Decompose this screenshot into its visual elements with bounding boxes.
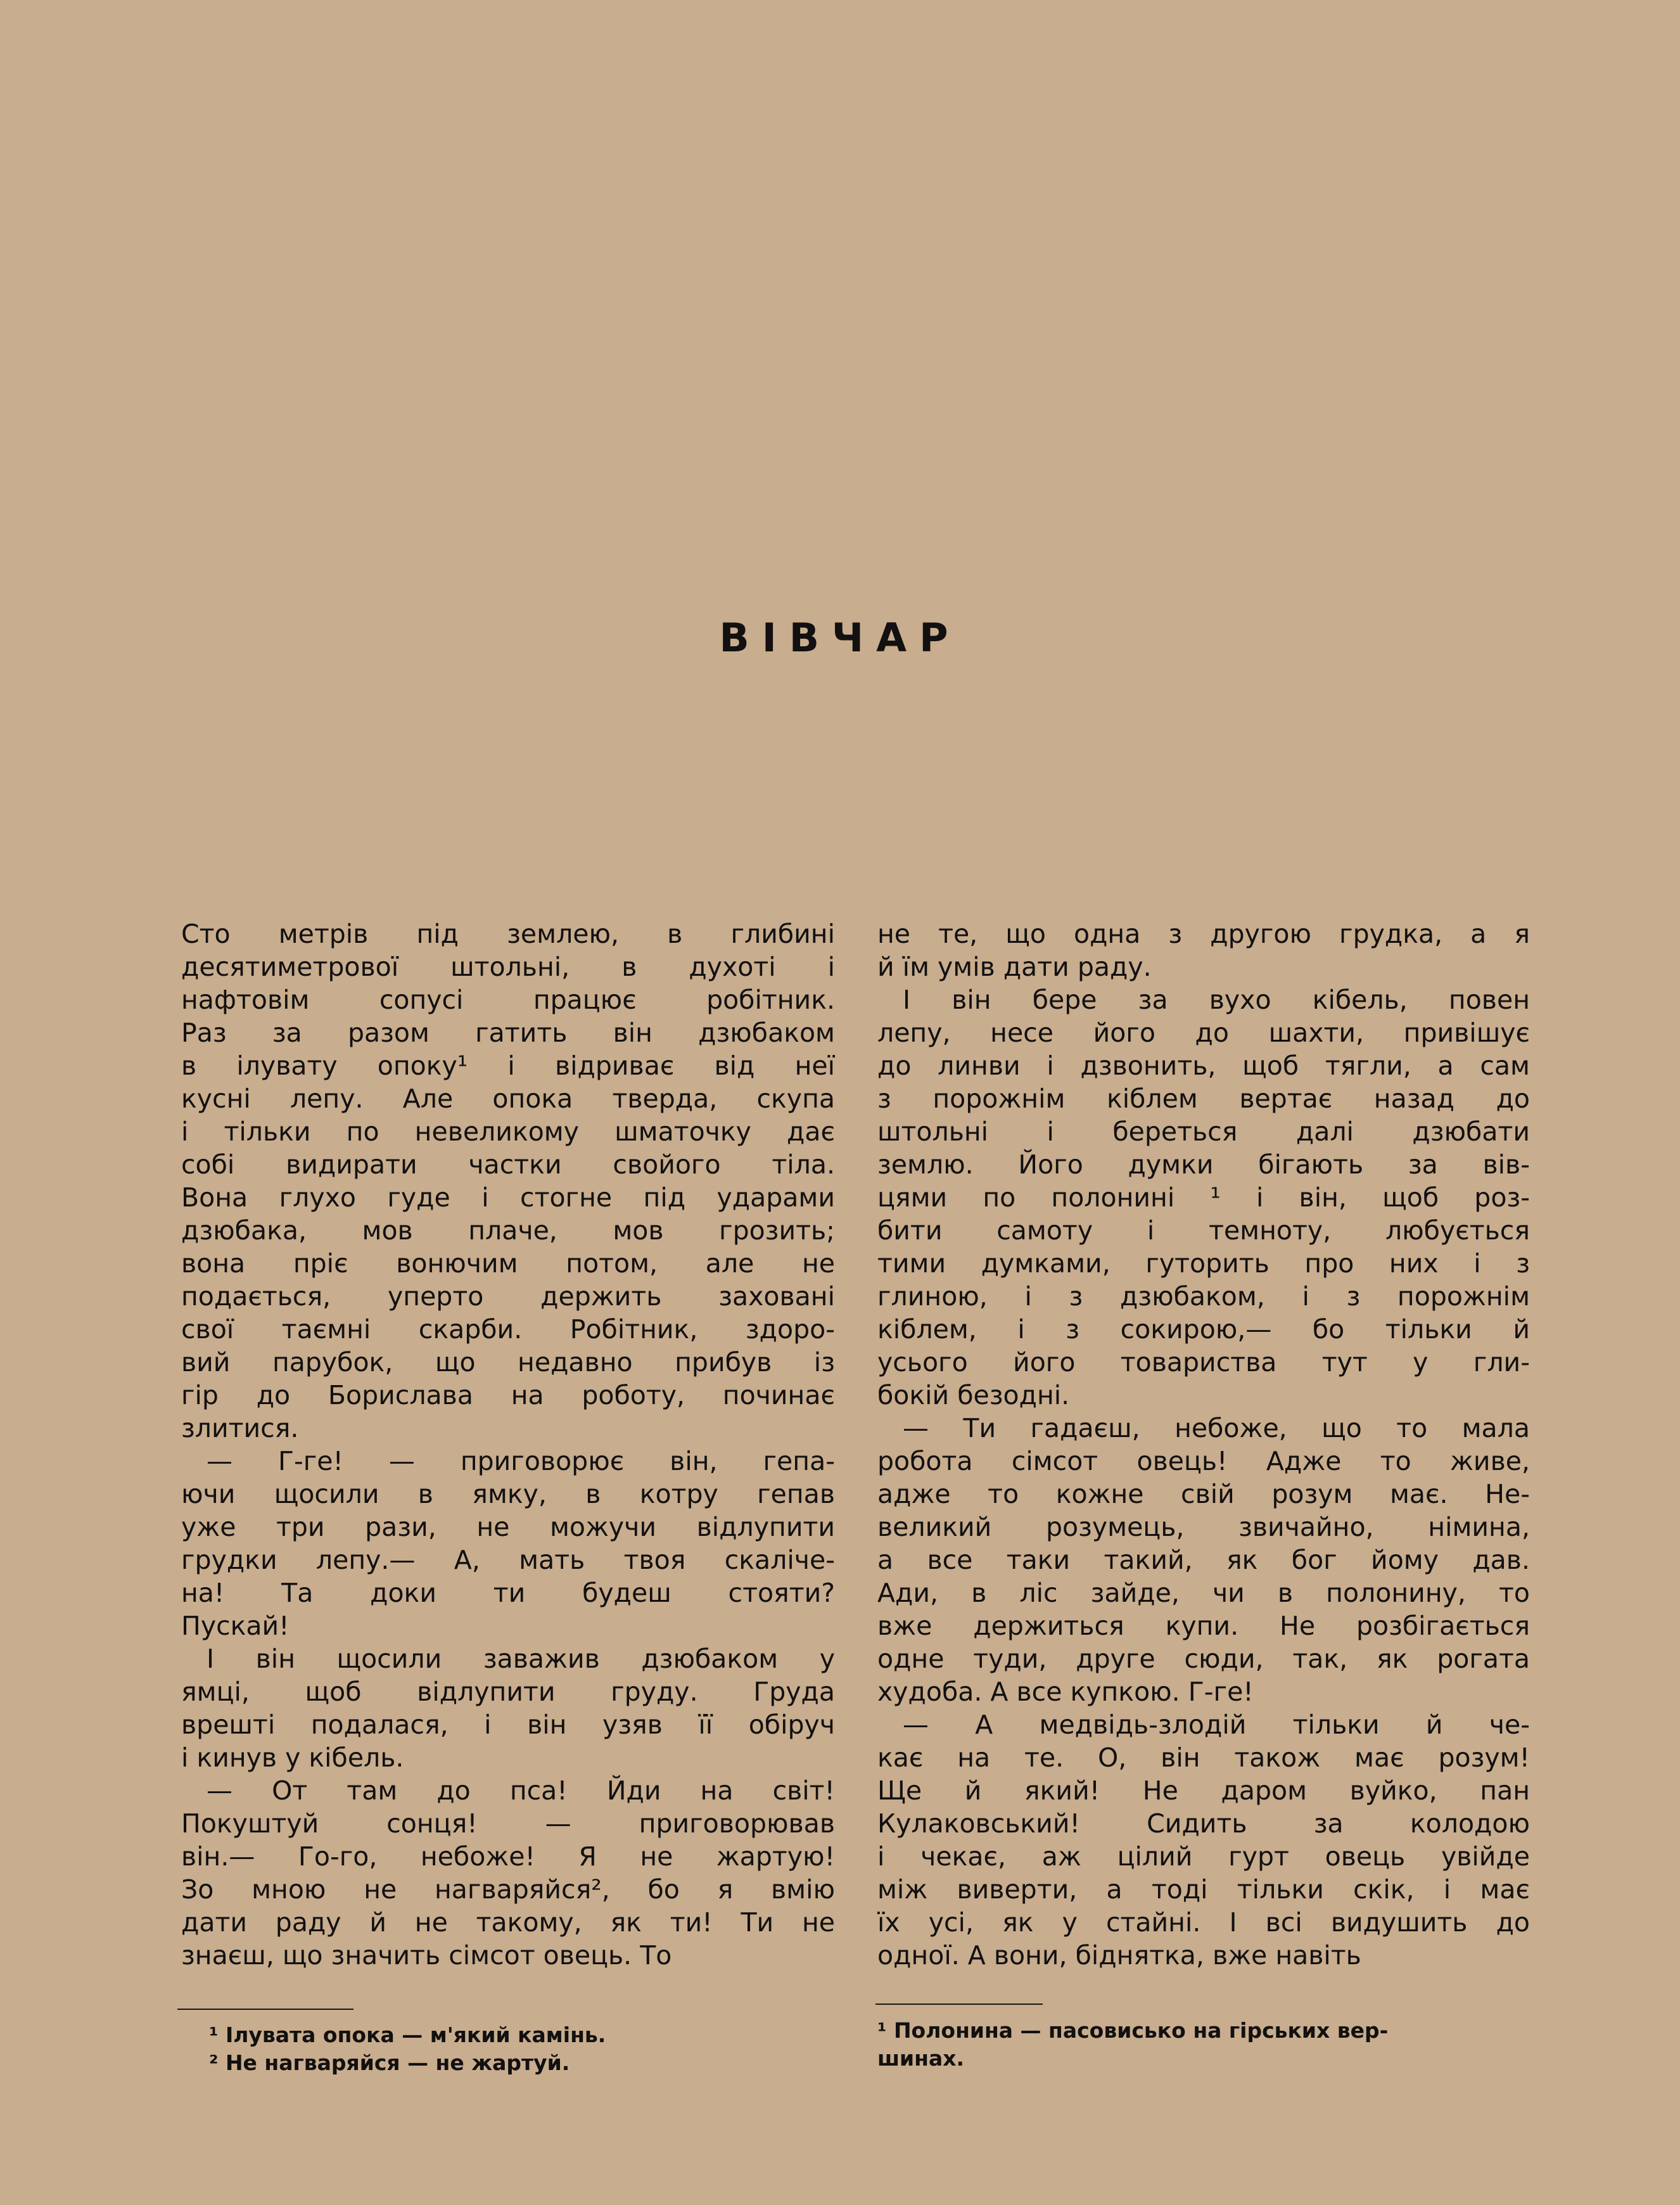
- text-line: адже то кожне свій розум має. Не-: [877, 1479, 1530, 1509]
- text-line: бокій безодні.: [877, 1380, 1070, 1410]
- text-line: — А медвідь-злодій тільки й че-: [903, 1710, 1530, 1740]
- text-line: собі видирати частки свойого тіла.: [181, 1149, 835, 1180]
- text-line: в ілувату опоку¹ і відриває від неї: [181, 1051, 835, 1081]
- footnotes-right: [877, 2017, 1530, 2073]
- text-line: кусні лепу. Але опока тверда, скупа: [181, 1083, 835, 1114]
- text-line: між виверти, а тоді тільки скік, і має: [877, 1874, 1530, 1905]
- text-line: десятиметрової штольні, в духоті і: [181, 952, 835, 982]
- text-line: кає на те. О, він також має розум!: [877, 1742, 1530, 1773]
- text-line: І він бере за вухо кібель, повен: [903, 985, 1530, 1015]
- right-column-lines: [877, 917, 1530, 1972]
- text-line: цями по полонині ¹ і він, щоб роз-: [877, 1182, 1530, 1213]
- text-line: ючи щосили в ямку, в котру гепав: [181, 1479, 835, 1509]
- text-line: — Ти гадаєш, небоже, що то мала: [903, 1413, 1530, 1443]
- text-line: свої таємні скарби. Робітник, здоро-: [181, 1314, 835, 1345]
- text-line: — От там до пса! Йди на світ!: [207, 1775, 835, 1806]
- text-line: вже держиться купи. Не розбігається: [877, 1611, 1530, 1641]
- text-line: лепу, несе його до шахти, привішує: [877, 1018, 1530, 1048]
- text-line: не те, що одна з другою грудка, а я: [877, 919, 1530, 949]
- text-line: усього його товариства тут у гли-: [877, 1347, 1530, 1377]
- text-line: робота сімсот овець! Адже то живе,: [877, 1446, 1530, 1476]
- text-line: нафтовім сопусі працює робітник.: [181, 985, 835, 1015]
- left-column-lines: [181, 917, 835, 1972]
- text-line: він.— Го-го, небоже! Я не жартую!: [181, 1841, 835, 1872]
- text-line: землю. Його думки бігають за вів-: [877, 1149, 1530, 1180]
- text-line: злитися.: [181, 1413, 299, 1443]
- footnote-divider-left: [177, 2009, 353, 2010]
- text-line: і тільки по невеликому шматочку дає: [181, 1116, 835, 1147]
- footnote-1: ¹ Ілувата опока — м'який камінь.: [209, 2023, 606, 2047]
- text-line: і чекає, аж цілий гурт овець увійде: [877, 1841, 1530, 1872]
- text-line: І він щосили заважив дзюбаком у: [207, 1644, 835, 1674]
- text-line: Сто метрів під землею, в глибині: [181, 919, 835, 949]
- text-line: їх усі, як у стайні. І всі видушить до: [877, 1907, 1530, 1938]
- text-line: кіблем, і з сокирою,— бо тільки й: [877, 1314, 1530, 1345]
- text-line: одної. А вони, біднятка, вже навіть: [877, 1940, 1361, 1971]
- text-line: — Г-ге! — приговорює він, гепа-: [207, 1446, 835, 1476]
- text-line: уже три рази, не можучи відлупити: [181, 1512, 835, 1542]
- text-line: Ще й який! Не даром вуйко, пан: [877, 1775, 1530, 1806]
- text-line: а все таки такий, як бог йому дав.: [877, 1545, 1530, 1575]
- text-line: бити самоту і темноту, любується: [877, 1215, 1530, 1246]
- text-line: тими думками, гуторить про них і з: [877, 1248, 1530, 1279]
- text-line: Пускай!: [181, 1611, 290, 1641]
- text-line: Вона глухо гуде і стогне під ударами: [181, 1182, 835, 1213]
- text-line: з порожнім кіблем вертає назад до: [877, 1083, 1530, 1114]
- text-line: худоба. А все купкою. Г-ге!: [877, 1677, 1254, 1707]
- left-text-column: [181, 917, 835, 1972]
- text-line: на! Та доки ти будеш стояти?: [181, 1578, 835, 1608]
- story-title: ВІВЧАР: [719, 615, 961, 661]
- footnote-right-line-2: шинах.: [877, 2046, 965, 2071]
- text-line: Покуштуй сонця! — приговорював: [181, 1808, 835, 1839]
- text-line: грудки лепу.— А, мать твоя скалічe-: [181, 1545, 835, 1575]
- text-line: дзюбака, мов плаче, мов грозить;: [181, 1215, 835, 1246]
- text-line: подається, уперто держить заховані: [181, 1281, 835, 1312]
- text-line: і кинув у кібель.: [181, 1742, 404, 1773]
- text-line: дати раду й не такому, як ти! Ти не: [181, 1907, 835, 1938]
- text-line: Кулаковський! Сидить за колодою: [877, 1808, 1530, 1839]
- text-line: великий розумець, звичайно, німина,: [877, 1512, 1530, 1542]
- footnote-2: ² Не нагваряйся — не жартуй.: [209, 2050, 570, 2075]
- text-line: штольні і береться далі дзюбати: [877, 1116, 1530, 1147]
- text-line: вона пріє вонючим потом, але не: [181, 1248, 835, 1279]
- footnote-divider-right: [875, 2004, 1043, 2005]
- text-line: одне туди, друге сюди, так, як рогата: [877, 1644, 1530, 1674]
- text-line: врешті подалася, і він узяв її обіруч: [181, 1710, 835, 1740]
- text-line: вий парубок, що недавно прибув із: [181, 1347, 835, 1377]
- text-line: ямці, щоб відлупити груду. Груда: [181, 1677, 835, 1707]
- footnote-right-line-1: ¹ Полонина — пасовисько на гірських вер-: [877, 2018, 1389, 2043]
- text-line: глиною, і з дзюбаком, і з порожнім: [877, 1281, 1530, 1312]
- text-line: Зо мною не нагваряйся², бо я вмію: [181, 1874, 835, 1905]
- text-line: гір до Борислава на роботу, починає: [181, 1380, 835, 1410]
- text-line: до линви і дзвонить, щоб тягли, а сам: [877, 1051, 1530, 1081]
- text-line: знаєш, що значить сімсот овець. То: [181, 1940, 672, 1971]
- right-text-column: [877, 917, 1530, 1972]
- text-line: Ади, в ліс зайде, чи в полонину, то: [877, 1578, 1530, 1608]
- text-line: Раз за разом гатить він дзюбаком: [181, 1018, 835, 1048]
- text-line: й їм умів дати раду.: [877, 952, 1152, 982]
- footnotes-left: [209, 2021, 606, 2077]
